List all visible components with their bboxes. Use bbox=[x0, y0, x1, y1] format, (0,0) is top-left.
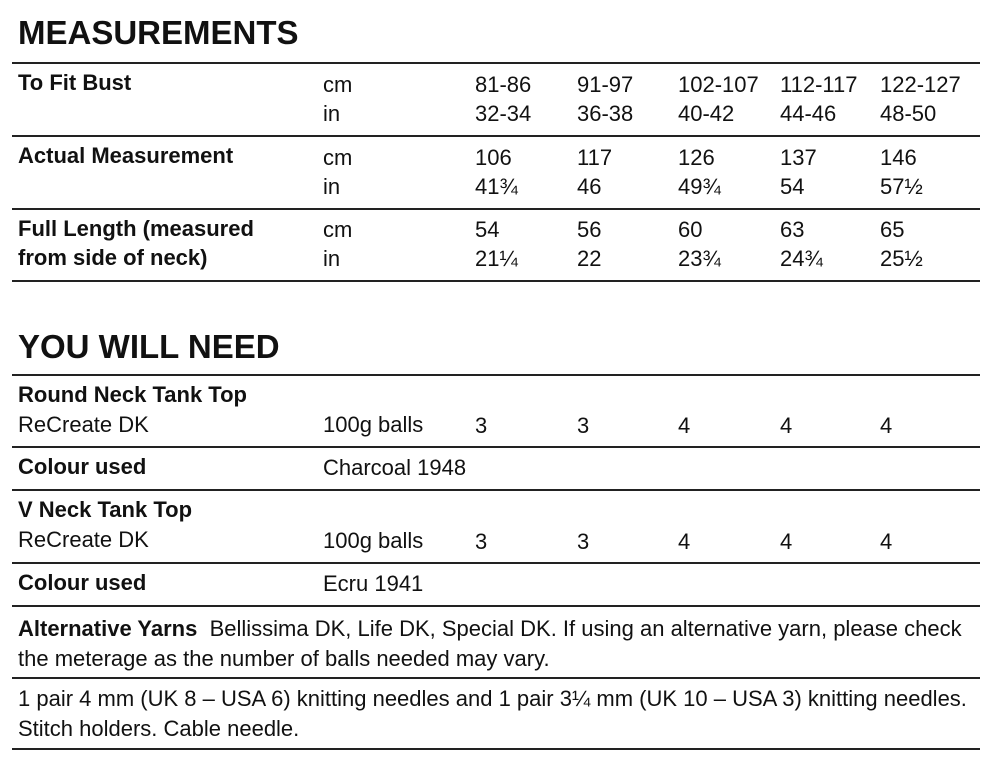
size-value: 126 bbox=[678, 145, 715, 170]
size-value: 46 bbox=[577, 174, 602, 199]
size-value: 81-86 bbox=[475, 72, 532, 97]
unit-in: in bbox=[323, 246, 341, 271]
unit-in: in bbox=[323, 101, 341, 126]
colour-used-label: Colour used bbox=[18, 570, 147, 595]
size-value: 48-50 bbox=[880, 101, 937, 126]
ball-count: 3 bbox=[577, 413, 590, 438]
colour-used-label: Colour used bbox=[18, 454, 147, 479]
size-value: 102-107 bbox=[678, 72, 759, 97]
unit-cm: cm bbox=[323, 217, 353, 242]
you-will-need-heading: YOU WILL NEED bbox=[18, 328, 280, 365]
full-length-label: Full Length (measured bbox=[18, 216, 254, 241]
needles-text: 1 pair 4 mm (UK 8 – USA 6) knitting needles and 1 pair 3¼ mm (UK 10 – USA 3) knitting needles. Stitch holders. Cable needle. bbox=[18, 686, 967, 741]
divider bbox=[12, 62, 980, 64]
divider bbox=[12, 562, 980, 564]
size-value: 63 bbox=[780, 217, 805, 242]
alternative-yarns-text: Bellissima DK, Life DK, Special DK. If using an alternative yarn, please check the meterage as the number of balls needed may vary. bbox=[18, 616, 962, 671]
size-value: 54 bbox=[780, 174, 805, 199]
unit-cm: cm bbox=[323, 145, 353, 170]
size-value: 36-38 bbox=[577, 101, 634, 126]
v-neck-unit: 100g balls bbox=[323, 528, 424, 553]
size-value: 146 bbox=[880, 145, 917, 170]
ball-count: 4 bbox=[780, 529, 793, 554]
alternative-yarns bbox=[18, 614, 978, 674]
divider bbox=[12, 605, 980, 607]
ball-count: 4 bbox=[880, 413, 893, 438]
divider bbox=[12, 446, 980, 448]
divider bbox=[12, 208, 980, 210]
size-value: 57½ bbox=[880, 174, 923, 199]
divider bbox=[12, 135, 980, 137]
full-length-label-line2: from side of neck) bbox=[18, 245, 208, 270]
ball-count: 4 bbox=[880, 529, 893, 554]
size-value: 54 bbox=[475, 217, 500, 242]
ball-count: 3 bbox=[475, 413, 488, 438]
divider bbox=[12, 280, 980, 282]
size-value: 25½ bbox=[880, 246, 923, 271]
size-value: 44-46 bbox=[780, 101, 837, 126]
size-value: 23¾ bbox=[678, 246, 721, 271]
size-value: 122-127 bbox=[880, 72, 961, 97]
size-value: 60 bbox=[678, 217, 703, 242]
divider bbox=[12, 489, 980, 491]
size-value: 112-117 bbox=[780, 72, 858, 97]
size-value: 24¾ bbox=[780, 246, 823, 271]
unit-in: in bbox=[323, 174, 341, 199]
size-value: 22 bbox=[577, 246, 602, 271]
divider bbox=[12, 748, 980, 750]
divider bbox=[12, 677, 980, 679]
size-value: 49¾ bbox=[678, 174, 721, 199]
size-value: 65 bbox=[880, 217, 905, 242]
ball-count: 3 bbox=[577, 529, 590, 554]
v-neck-yarn: ReCreate DK bbox=[18, 527, 149, 552]
size-value: 40-42 bbox=[678, 101, 735, 126]
ball-count: 4 bbox=[678, 529, 691, 554]
divider bbox=[12, 374, 980, 376]
size-value: 137 bbox=[780, 145, 817, 170]
size-value: 106 bbox=[475, 145, 512, 170]
ball-count: 3 bbox=[475, 529, 488, 554]
size-value: 117 bbox=[577, 145, 613, 170]
alternative-yarns-label: Alternative Yarns bbox=[18, 616, 198, 641]
size-value: 32-34 bbox=[475, 101, 532, 126]
size-value: 91-97 bbox=[577, 72, 634, 97]
unit-cm: cm bbox=[323, 72, 353, 97]
to-fit-bust-label: To Fit Bust bbox=[18, 70, 132, 95]
size-value: 41¾ bbox=[475, 174, 518, 199]
v-neck-title: V Neck Tank Top bbox=[18, 497, 193, 522]
measurements-heading: MEASUREMENTS bbox=[18, 14, 299, 51]
round-neck-unit: 100g balls bbox=[323, 412, 424, 437]
round-neck-colour: Charcoal 1948 bbox=[323, 455, 467, 480]
v-neck-colour: Ecru 1941 bbox=[323, 571, 424, 596]
ball-count: 4 bbox=[780, 413, 793, 438]
size-value: 21¼ bbox=[475, 246, 518, 271]
ball-count: 4 bbox=[678, 413, 691, 438]
round-neck-title: Round Neck Tank Top bbox=[18, 382, 247, 407]
size-value: 56 bbox=[577, 217, 602, 242]
actual-measurement-label: Actual Measurement bbox=[18, 143, 234, 168]
round-neck-yarn: ReCreate DK bbox=[18, 412, 149, 437]
